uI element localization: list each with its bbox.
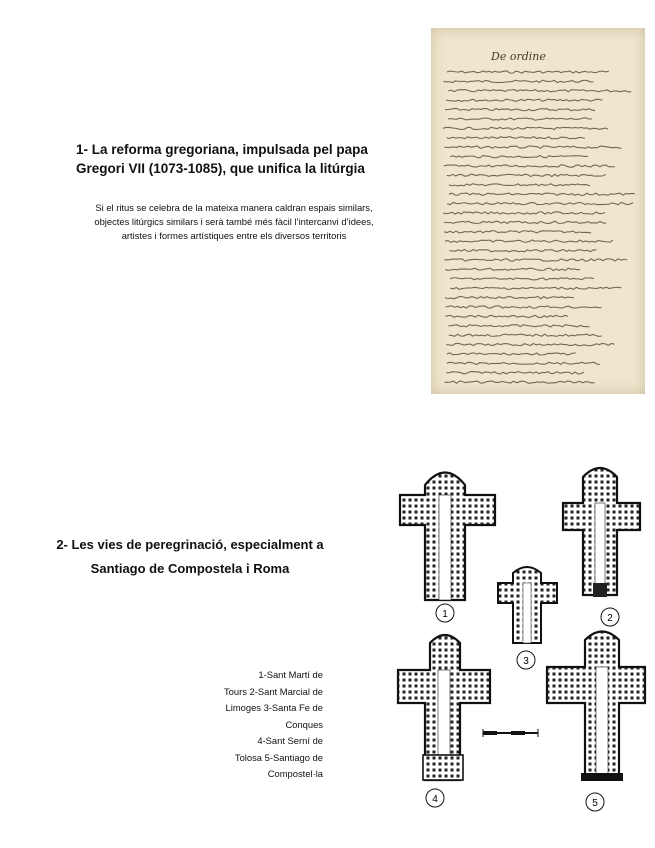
caption-line: Tours 2-Sant Marcial de <box>224 685 323 697</box>
manuscript-line <box>444 165 615 167</box>
manuscript-line <box>446 372 584 374</box>
manuscript-line <box>449 184 590 186</box>
church-floor-plans <box>395 455 650 835</box>
floor-plan-2 <box>563 468 640 626</box>
caption-line: Limoges 3-Santa Fe de <box>225 702 323 713</box>
manuscript-line <box>446 99 602 101</box>
manuscript-line <box>448 90 631 92</box>
section2-heading-line2: Santiago de Compostela i Roma <box>90 561 290 576</box>
section2-heading-line1: 2- Les vies de peregrinació, especialment a <box>56 537 324 552</box>
caption-line: Tolosa 5-Santiago de <box>234 751 323 763</box>
manuscript-line <box>450 278 594 280</box>
manuscript-line <box>446 343 614 345</box>
manuscript-line <box>449 334 602 336</box>
manuscript-title: De ordine <box>491 50 546 63</box>
caption-line: Compostel·la <box>267 768 323 779</box>
manuscript-line <box>447 202 633 204</box>
manuscript-line <box>447 362 600 364</box>
manuscript-line <box>448 325 589 327</box>
manuscript-text-lines <box>431 28 645 394</box>
manuscript-line <box>445 381 595 383</box>
plans-caption <box>196 667 323 783</box>
manuscript-image <box>431 28 645 394</box>
manuscript-line <box>448 118 592 120</box>
manuscript-line <box>443 127 608 129</box>
manuscript-line <box>445 306 601 308</box>
scale-bar <box>483 729 538 737</box>
plan-number: 4 <box>432 794 438 805</box>
plan-number: 1 <box>442 609 448 620</box>
manuscript-line <box>444 221 606 223</box>
manuscript-line <box>445 315 568 317</box>
manuscript-line <box>450 155 588 157</box>
manuscript-line <box>444 231 591 233</box>
plan-number: 3 <box>523 656 529 667</box>
manuscript-line <box>447 353 576 355</box>
floor-plan-5 <box>547 632 645 812</box>
manuscript-line <box>443 212 605 214</box>
floor-plan-1 <box>400 465 495 622</box>
plan-number: 2 <box>607 613 613 624</box>
manuscript-line <box>449 249 596 251</box>
manuscript-line <box>443 80 593 82</box>
plan-number: 5 <box>592 798 598 809</box>
manuscript-line <box>444 259 627 261</box>
manuscript-line <box>447 71 609 73</box>
section1-heading: 1- La reforma gregoriana, impulsada pel papa Gregori VII (1073-1085), que unifica la litúrgia <box>76 142 368 176</box>
caption-line: Conques <box>285 718 323 730</box>
manuscript-line <box>445 108 595 110</box>
section1-body: Si el ritus se celebra de la mateixa manera caldran espais similars, objectes litúrgics similars i serà també més fàcil l’intercanvi d’idees, artistes i formes artístiques entre els diversos territoris <box>94 202 374 241</box>
floor-plan-3 <box>498 567 557 669</box>
manuscript-line <box>445 268 580 270</box>
manuscript-line <box>450 287 621 289</box>
caption-line: 4-Sant Serní de <box>257 735 323 746</box>
manuscript-line <box>449 193 635 195</box>
caption-line: 1-Sant Martí de <box>258 669 323 680</box>
floor-plan-4 <box>398 635 490 807</box>
manuscript-line <box>447 137 585 139</box>
manuscript-line <box>447 174 606 176</box>
manuscript-line <box>445 240 613 242</box>
manuscript-line <box>444 146 621 148</box>
section2-heading <box>40 533 340 581</box>
manuscript-line <box>445 296 574 298</box>
